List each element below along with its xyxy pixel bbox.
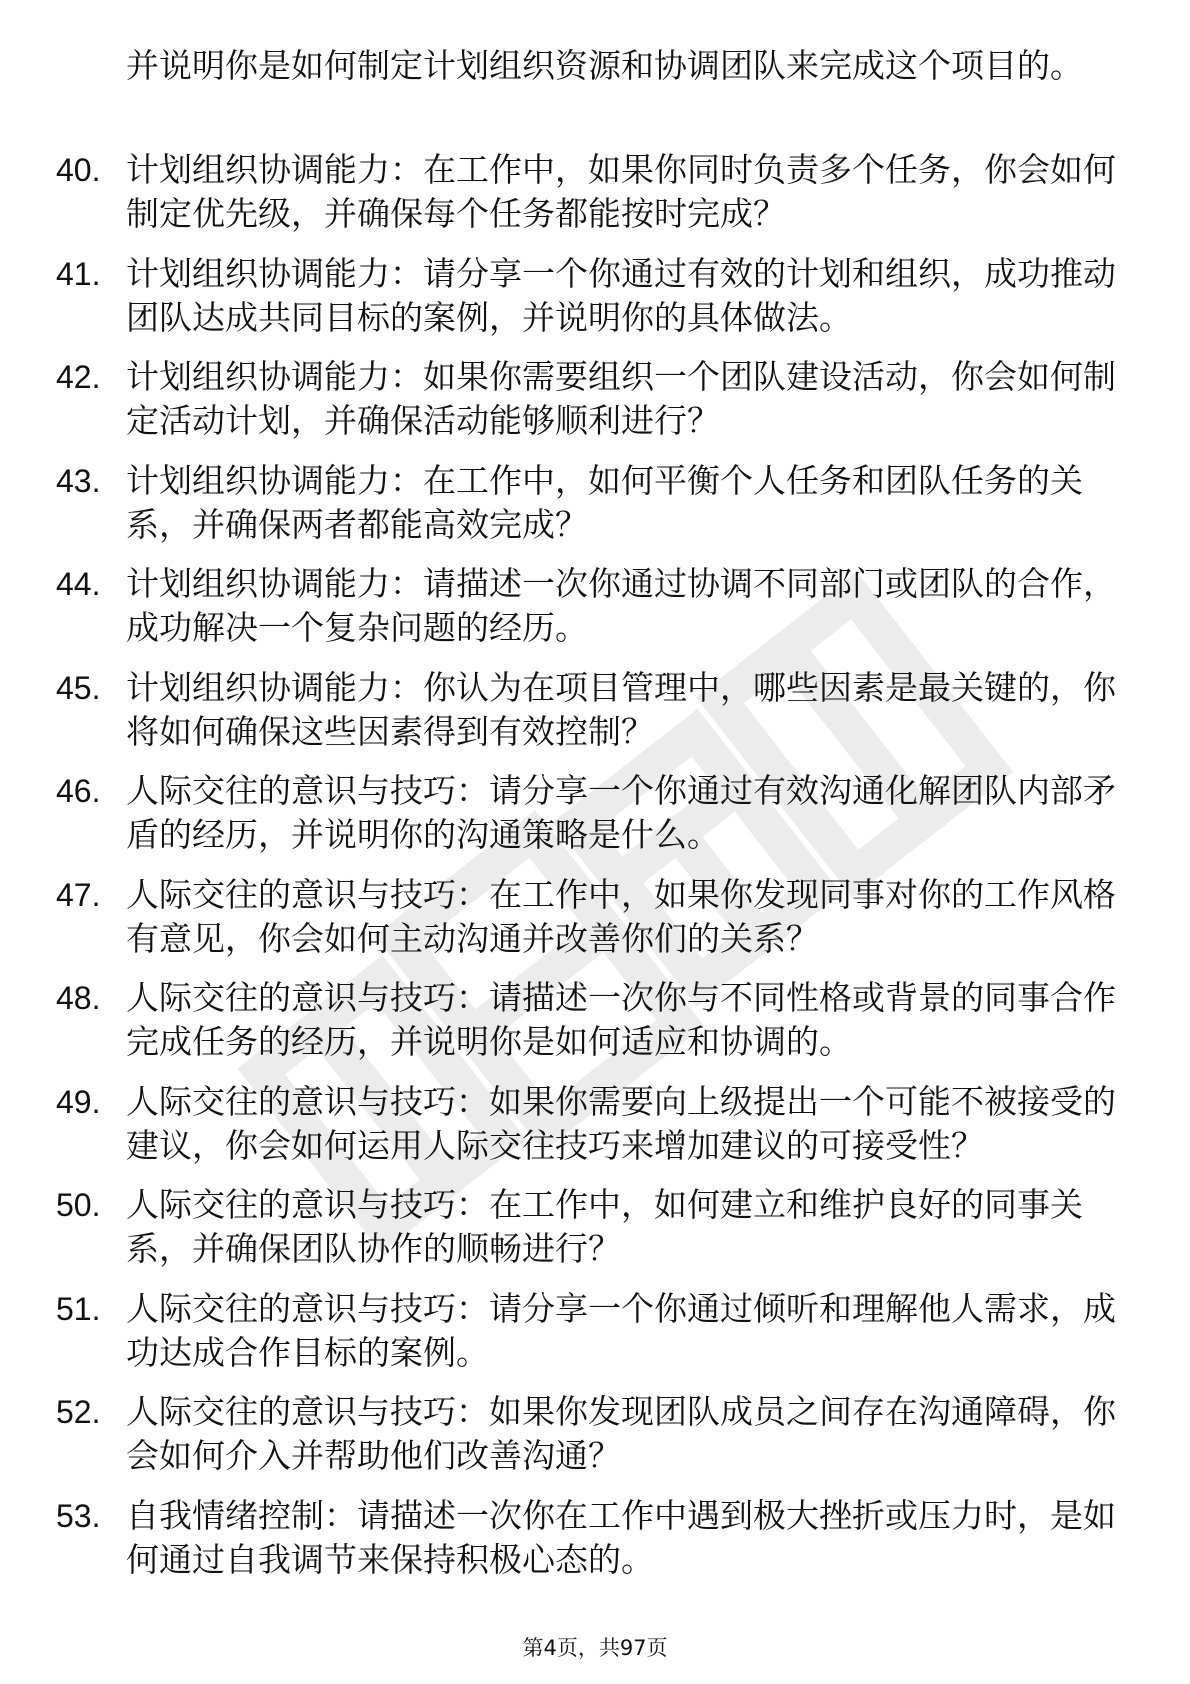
- question-text: 人际交往的意识与技巧：在工作中，如何建立和维护良好的同事关系，并确保团队协作的顺畅进行？: [126, 1185, 1083, 1268]
- question-number: 40.: [56, 152, 101, 188]
- question-number: 49.: [56, 1083, 101, 1120]
- question-number: 41.: [56, 255, 101, 292]
- question-number: 46.: [56, 773, 101, 809]
- question-list: [0, 148, 1190, 1597]
- question-number: 51.: [56, 1290, 101, 1327]
- question-text: 计划组织协调能力：你认为在项目管理中，哪些因素是最关键的，你将如何确保这些因素得到有效控制？: [126, 667, 1116, 751]
- question-item: [0, 1183, 1190, 1271]
- question-number: 52.: [56, 1394, 101, 1430]
- question-text: 计划组织协调能力：请分享一个你通过有效的计划和组织，成功推动团队达成共同目标的案例，并说明你的具体做法。: [126, 253, 1116, 337]
- question-item: [0, 769, 1190, 857]
- question-number: 50.: [56, 1187, 101, 1223]
- question-number: 42.: [56, 359, 101, 395]
- question-number: 48.: [56, 980, 101, 1016]
- question-text: 计划组织协调能力：在工作中，如何平衡个人任务和团队任务的关系，并确保两者都能高效完成？: [126, 460, 1083, 544]
- question-item: [0, 148, 1190, 236]
- question-text: 计划组织协调能力：如果你需要组织一个团队建设活动，你会如何制定活动计划，并确保活动能够顺利进行？: [126, 357, 1116, 440]
- question-text: 人际交往的意识与技巧：请描述一次你与不同性格或背景的同事合作完成任务的经历，并说明你是如何适应和协调的。: [126, 978, 1116, 1061]
- question-text: 自我情绪控制：请描述一次你在工作中遇到极大挫折或压力时，是如何通过自我调节来保持积极心态的。: [126, 1495, 1116, 1579]
- question-text: 计划组织协调能力：在工作中，如果你同时负责多个任务，你会如何制定优先级，并确保每个任务都能按时完成？: [126, 150, 1116, 233]
- question-item: [0, 873, 1190, 961]
- question-item: [0, 459, 1190, 547]
- question-number: 47.: [56, 876, 101, 913]
- question-item: [0, 1494, 1190, 1582]
- question-item: [0, 562, 1190, 650]
- question-item: [0, 1287, 1190, 1375]
- question-number: 43.: [56, 462, 101, 499]
- question-text: 人际交往的意识与技巧：如果你需要向上级提出一个可能不被接受的建议，你会如何运用人际交往技巧来增加建议的可接受性？: [126, 1081, 1116, 1165]
- question-number: 53.: [56, 1497, 101, 1534]
- question-item: [0, 355, 1190, 443]
- page-footer: 第4页，共97页: [522, 1636, 668, 1660]
- question-number: 44.: [56, 566, 101, 602]
- question-item: [0, 252, 1190, 340]
- continuation-text: 并说明你是如何制定计划组织资源和协调团队来完成这个项目的。: [126, 46, 1083, 85]
- question-text: 人际交往的意识与技巧：请分享一个你通过倾听和理解他人需求，成功达成合作目标的案例。: [126, 1288, 1116, 1372]
- question-item: [0, 666, 1190, 754]
- question-number: 45.: [56, 669, 101, 706]
- question-item: [0, 976, 1190, 1064]
- question-text: 人际交往的意识与技巧：在工作中，如果你发现同事对你的工作风格有意见，你会如何主动沟通并改善你们的关系？: [126, 874, 1116, 958]
- question-item: [0, 1080, 1190, 1168]
- question-text: 人际交往的意识与技巧：如果你发现团队成员之间存在沟通障碍，你会如何介入并帮助他们改善沟通？: [126, 1392, 1116, 1475]
- question-item: [0, 1390, 1190, 1478]
- question-text: 计划组织协调能力：请描述一次你通过协调不同部门或团队的合作，成功解决一个复杂问题的经历。: [126, 564, 1116, 647]
- question-text: 人际交往的意识与技巧：请分享一个你通过有效沟通化解团队内部矛盾的经历，并说明你的沟通策略是什么。: [126, 771, 1116, 854]
